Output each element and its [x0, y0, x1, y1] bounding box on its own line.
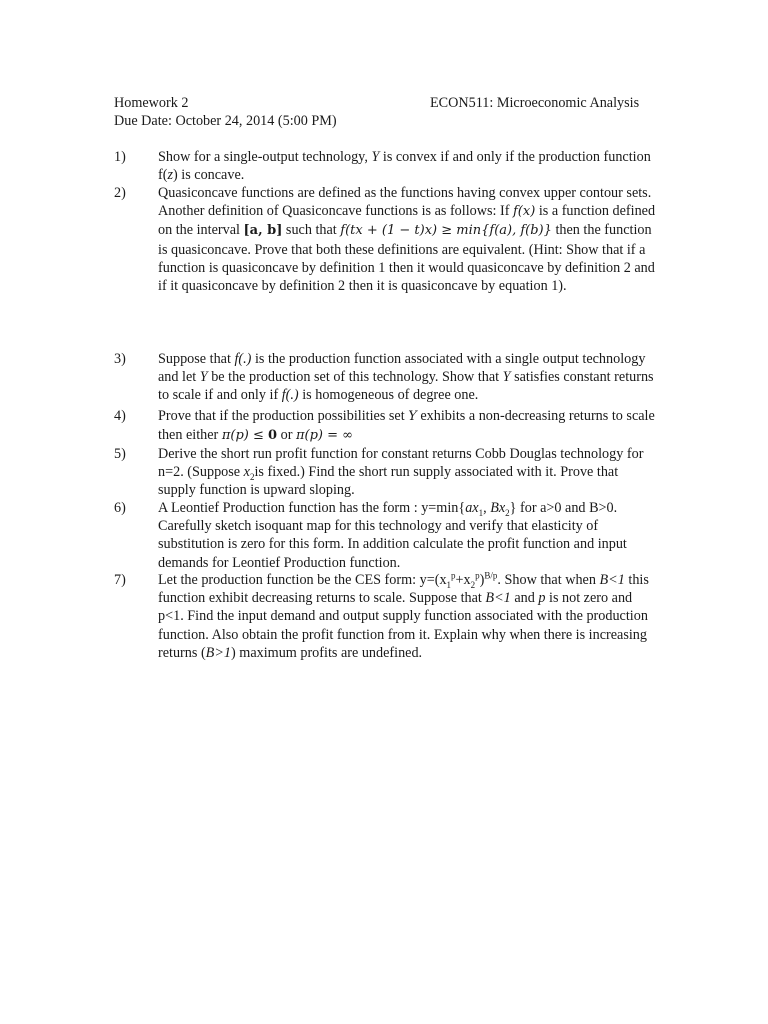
question-number: 2) — [114, 185, 126, 201]
question-number: 3) — [114, 351, 126, 367]
course-title: ECON511: Microeconomic Analysis — [430, 95, 640, 111]
question-text: Derive the short run profit function for constant returns Cobb Douglas technology for n=2. (Suppose $x_2is$ fixed.) Find the short run supply associated with it. Prove that supply function is upward sloping. — [158, 446, 644, 499]
question-number: 6) — [114, 500, 126, 516]
question-number: 5) — [114, 446, 126, 462]
question-number: 7) — [114, 572, 126, 588]
question-text: Show for a single-output technology, Y is convex if and only if the production function f(z) is concave. — [158, 149, 651, 184]
question-text: Prove that if the production possibilities set Y exhibits a non-decreasing returns to scale then either π(p) ≤ 0 or π(p) = ∞ — [158, 408, 655, 444]
homework-title: Homework 2 — [114, 95, 189, 111]
question-text: A Leontief Production function has the form : $y=\min\{ax_1$, $Bx_2$} for a>0 and B>0. Carefully sketch isoquant map for this technology and verify that elasticity of substitution is zero for this form. In addition calculate the profit function and input demands for Leontief Production function. — [158, 500, 627, 571]
question-number: 4) — [114, 408, 126, 424]
question-text: Suppose that f(.) is the production function associated with a single output technology and let Y be the production set of this technology. Show that Y satisfies constant returns to scale if and only if f(.) is homogeneous of degree one. — [158, 351, 654, 404]
question-number: 1) — [114, 149, 126, 165]
due-date: Due Date: October 24, 2014 (5:00 PM) — [114, 113, 337, 129]
question-text: Let the production function be the CES form: $y=(x_1^p+x_2^p)^{B/p}$. Show that when B<1 this function exhibit decreasing returns to scale. Suppose that B<1 and p is not zero and p<1. Find the input demand and output supply function associated with the production function. Also obtain the profit function from it. Explain why when there is increasing returns (B>1) maximum profits are undefined. — [158, 570, 649, 661]
question-text: Quasiconcave functions are defined as the functions having convex upper contour sets. Another definition of Quasiconcave functions is as follows: If f(x) is a function defined on the interval [a, b] such that f(tx + (1 − t)x) ≥ min{f(a), f(b)} then the function is quasiconcave. Prove that both these definitions are equivalent. (Hint: Show that if a function is quasiconcave by definition 1 then it would quasiconcave by definition 2 and if it quasiconcave by definition 2 then it is quasiconcave by equation 1). — [158, 185, 656, 295]
